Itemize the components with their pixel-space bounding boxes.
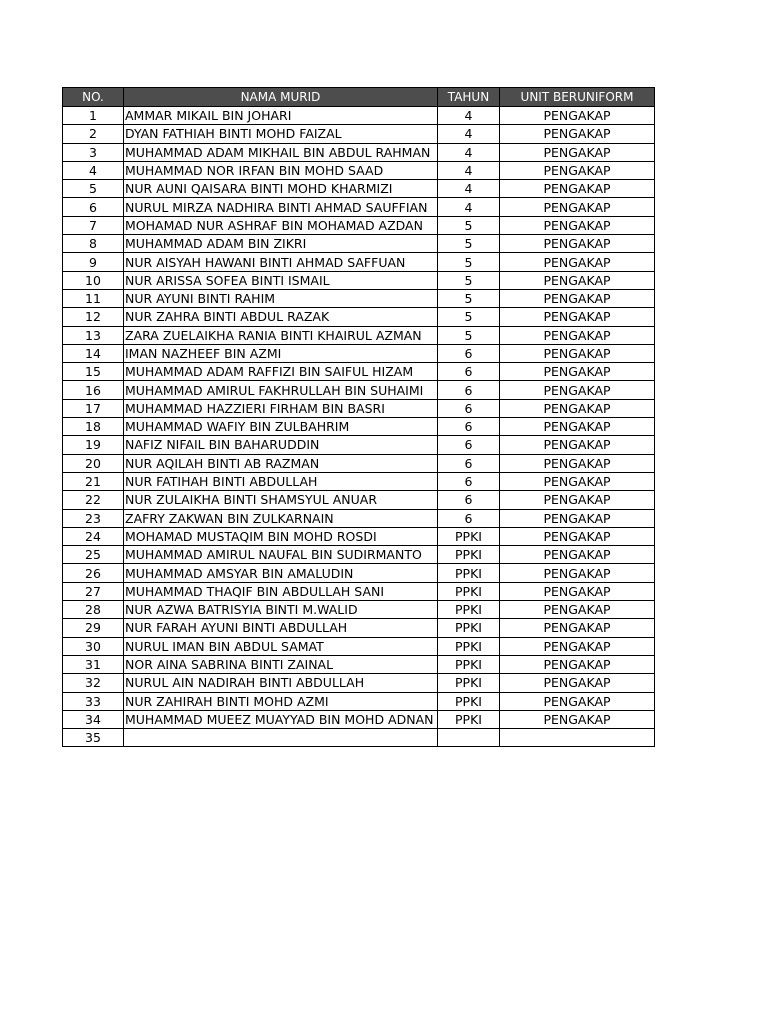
- unit-beruniform-cell: PENGAKAP: [500, 161, 655, 179]
- student-name-cell: MUHAMMAD MUEEZ MUAYYAD BIN MOHD ADNAN: [124, 710, 438, 728]
- tahun-cell: PPKI: [438, 692, 500, 710]
- table-row: [63, 125, 655, 143]
- tahun-cell: PPKI: [438, 582, 500, 600]
- student-name-cell: MUHAMMAD NOR IRFAN BIN MOHD SAAD: [124, 161, 438, 179]
- table-row: [63, 161, 655, 179]
- table-row: [63, 472, 655, 490]
- tahun-cell: 4: [438, 161, 500, 179]
- table-row: [63, 235, 655, 253]
- table-row: [63, 399, 655, 417]
- unit-beruniform-cell: PENGAKAP: [500, 253, 655, 271]
- table-row: [63, 491, 655, 509]
- table-row: [63, 289, 655, 307]
- student-name-cell: [124, 729, 438, 747]
- row-number-cell: 31: [63, 655, 124, 673]
- unit-beruniform-cell: PENGAKAP: [500, 180, 655, 198]
- tahun-cell: 6: [438, 509, 500, 527]
- header-row: [63, 88, 655, 107]
- row-number-cell: 6: [63, 198, 124, 216]
- row-number-cell: 19: [63, 436, 124, 454]
- student-name-cell: ZARA ZUELAIKHA RANIA BINTI KHAIRUL AZMAN: [124, 326, 438, 344]
- tahun-cell: 6: [438, 381, 500, 399]
- table-row: [63, 655, 655, 673]
- row-number-cell: 14: [63, 344, 124, 362]
- row-number-cell: 18: [63, 418, 124, 436]
- tahun-cell: 4: [438, 180, 500, 198]
- table-row: [63, 454, 655, 472]
- student-list-table: [62, 87, 655, 747]
- student-name-cell: DYAN FATHIAH BINTI MOHD FAIZAL: [124, 125, 438, 143]
- table-row: [63, 436, 655, 454]
- row-number-cell: 34: [63, 710, 124, 728]
- unit-beruniform-cell: PENGAKAP: [500, 655, 655, 673]
- row-number-cell: 30: [63, 637, 124, 655]
- student-name-cell: IMAN NAZHEEF BIN AZMI: [124, 344, 438, 362]
- row-number-cell: 4: [63, 161, 124, 179]
- header-unit-beruniform: UNIT BERUNIFORM: [500, 88, 655, 107]
- unit-beruniform-cell: PENGAKAP: [500, 454, 655, 472]
- row-number-cell: 15: [63, 363, 124, 381]
- row-number-cell: 35: [63, 729, 124, 747]
- unit-beruniform-cell: PENGAKAP: [500, 674, 655, 692]
- unit-beruniform-cell: PENGAKAP: [500, 326, 655, 344]
- table-row: [63, 308, 655, 326]
- tahun-cell: 6: [438, 472, 500, 490]
- unit-beruniform-cell: PENGAKAP: [500, 289, 655, 307]
- unit-beruniform-cell: PENGAKAP: [500, 399, 655, 417]
- tahun-cell: PPKI: [438, 637, 500, 655]
- row-number-cell: 12: [63, 308, 124, 326]
- unit-beruniform-cell: PENGAKAP: [500, 363, 655, 381]
- unit-beruniform-cell: PENGAKAP: [500, 344, 655, 362]
- tahun-cell: 5: [438, 271, 500, 289]
- tahun-cell: 5: [438, 326, 500, 344]
- header-no: NO.: [63, 88, 124, 107]
- student-name-cell: MUHAMMAD ADAM BIN ZIKRI: [124, 235, 438, 253]
- row-number-cell: 29: [63, 619, 124, 637]
- unit-beruniform-cell: PENGAKAP: [500, 692, 655, 710]
- row-number-cell: 2: [63, 125, 124, 143]
- student-name-cell: NUR AYUNI BINTI RAHIM: [124, 289, 438, 307]
- table-row: [63, 107, 655, 125]
- tahun-cell: PPKI: [438, 546, 500, 564]
- header-tahun: TAHUN: [438, 88, 500, 107]
- tahun-cell: 5: [438, 308, 500, 326]
- table-row: [63, 344, 655, 362]
- table-row: [63, 564, 655, 582]
- tahun-cell: 6: [438, 418, 500, 436]
- student-name-cell: AMMAR MIKAIL BIN JOHARI: [124, 107, 438, 125]
- row-number-cell: 5: [63, 180, 124, 198]
- unit-beruniform-cell: PENGAKAP: [500, 527, 655, 545]
- row-number-cell: 28: [63, 601, 124, 619]
- student-name-cell: MUHAMMAD AMIRUL NAUFAL BIN SUDIRMANTO: [124, 546, 438, 564]
- table-row: [63, 582, 655, 600]
- row-number-cell: 27: [63, 582, 124, 600]
- student-name-cell: NUR FATIHAH BINTI ABDULLAH: [124, 472, 438, 490]
- tahun-cell: 4: [438, 107, 500, 125]
- tahun-cell: 4: [438, 198, 500, 216]
- row-number-cell: 16: [63, 381, 124, 399]
- unit-beruniform-cell: PENGAKAP: [500, 235, 655, 253]
- unit-beruniform-cell: PENGAKAP: [500, 601, 655, 619]
- student-name-cell: NUR AISYAH HAWANI BINTI AHMAD SAFFUAN: [124, 253, 438, 271]
- student-name-cell: MUHAMMAD ADAM MIKHAIL BIN ABDUL RAHMAN: [124, 143, 438, 161]
- student-name-cell: NUR AZWA BATRISYIA BINTI M.WALID: [124, 601, 438, 619]
- tahun-cell: 6: [438, 491, 500, 509]
- unit-beruniform-cell: PENGAKAP: [500, 472, 655, 490]
- tahun-cell: 6: [438, 436, 500, 454]
- unit-beruniform-cell: PENGAKAP: [500, 582, 655, 600]
- student-name-cell: ZAFRY ZAKWAN BIN ZULKARNAIN: [124, 509, 438, 527]
- table-row: [63, 509, 655, 527]
- student-name-cell: MUHAMMAD WAFIY BIN ZULBAHRIM: [124, 418, 438, 436]
- table-row: [63, 381, 655, 399]
- unit-beruniform-cell: PENGAKAP: [500, 198, 655, 216]
- row-number-cell: 3: [63, 143, 124, 161]
- unit-beruniform-cell: PENGAKAP: [500, 546, 655, 564]
- tahun-cell: 6: [438, 344, 500, 362]
- table-body: [63, 107, 655, 747]
- unit-beruniform-cell: PENGAKAP: [500, 125, 655, 143]
- table-row: [63, 729, 655, 747]
- unit-beruniform-cell: PENGAKAP: [500, 107, 655, 125]
- table-row: [63, 619, 655, 637]
- unit-beruniform-cell: PENGAKAP: [500, 710, 655, 728]
- unit-beruniform-cell: PENGAKAP: [500, 418, 655, 436]
- student-name-cell: MUHAMMAD HAZZIERI FIRHAM BIN BASRI: [124, 399, 438, 417]
- student-name-cell: MOHAMAD MUSTAQIM BIN MOHD ROSDI: [124, 527, 438, 545]
- row-number-cell: 24: [63, 527, 124, 545]
- tahun-cell: 6: [438, 363, 500, 381]
- student-name-cell: NUR AUNI QAISARA BINTI MOHD KHARMIZI: [124, 180, 438, 198]
- tahun-cell: 5: [438, 216, 500, 234]
- header-nama-murid: NAMA MURID: [124, 88, 438, 107]
- row-number-cell: 23: [63, 509, 124, 527]
- table-row: [63, 363, 655, 381]
- student-name-cell: MUHAMMAD THAQIF BIN ABDULLAH SANI: [124, 582, 438, 600]
- student-name-cell: NUR ZAHIRAH BINTI MOHD AZMI: [124, 692, 438, 710]
- row-number-cell: 20: [63, 454, 124, 472]
- table-row: [63, 198, 655, 216]
- tahun-cell: [438, 729, 500, 747]
- table-row: [63, 143, 655, 161]
- table-row: [63, 253, 655, 271]
- row-number-cell: 32: [63, 674, 124, 692]
- unit-beruniform-cell: [500, 729, 655, 747]
- tahun-cell: 4: [438, 143, 500, 161]
- student-name-cell: NURUL MIRZA NADHIRA BINTI AHMAD SAUFFIAN: [124, 198, 438, 216]
- row-number-cell: 25: [63, 546, 124, 564]
- student-name-cell: NURUL IMAN BIN ABDUL SAMAT: [124, 637, 438, 655]
- student-name-cell: MUHAMMAD AMIRUL FAKHRULLAH BIN SUHAIMI: [124, 381, 438, 399]
- row-number-cell: 9: [63, 253, 124, 271]
- table-row: [63, 271, 655, 289]
- table-header: [63, 88, 655, 107]
- row-number-cell: 21: [63, 472, 124, 490]
- unit-beruniform-cell: PENGAKAP: [500, 564, 655, 582]
- table-row: [63, 418, 655, 436]
- tahun-cell: 6: [438, 454, 500, 472]
- unit-beruniform-cell: PENGAKAP: [500, 271, 655, 289]
- table-row: [63, 326, 655, 344]
- student-name-cell: MUHAMMAD ADAM RAFFIZI BIN SAIFUL HIZAM: [124, 363, 438, 381]
- tahun-cell: PPKI: [438, 527, 500, 545]
- tahun-cell: PPKI: [438, 601, 500, 619]
- student-name-cell: NUR ZAHRA BINTI ABDUL RAZAK: [124, 308, 438, 326]
- unit-beruniform-cell: PENGAKAP: [500, 436, 655, 454]
- student-name-cell: MOHAMAD NUR ASHRAF BIN MOHAMAD AZDAN: [124, 216, 438, 234]
- row-number-cell: 10: [63, 271, 124, 289]
- row-number-cell: 17: [63, 399, 124, 417]
- table-row: [63, 527, 655, 545]
- unit-beruniform-cell: PENGAKAP: [500, 637, 655, 655]
- unit-beruniform-cell: PENGAKAP: [500, 216, 655, 234]
- table-row: [63, 674, 655, 692]
- tahun-cell: 5: [438, 253, 500, 271]
- student-name-cell: NURUL AIN NADIRAH BINTI ABDULLAH: [124, 674, 438, 692]
- table-row: [63, 710, 655, 728]
- tahun-cell: PPKI: [438, 619, 500, 637]
- unit-beruniform-cell: PENGAKAP: [500, 491, 655, 509]
- student-name-cell: NAFIZ NIFAIL BIN BAHARUDDIN: [124, 436, 438, 454]
- student-name-cell: NUR AQILAH BINTI AB RAZMAN: [124, 454, 438, 472]
- row-number-cell: 8: [63, 235, 124, 253]
- tahun-cell: PPKI: [438, 710, 500, 728]
- tahun-cell: 6: [438, 399, 500, 417]
- student-name-cell: NUR ZULAIKHA BINTI SHAMSYUL ANUAR: [124, 491, 438, 509]
- table-row: [63, 601, 655, 619]
- tahun-cell: PPKI: [438, 564, 500, 582]
- unit-beruniform-cell: PENGAKAP: [500, 509, 655, 527]
- student-name-cell: MUHAMMAD AMSYAR BIN AMALUDIN: [124, 564, 438, 582]
- table-row: [63, 692, 655, 710]
- table-row: [63, 216, 655, 234]
- tahun-cell: 5: [438, 289, 500, 307]
- table-row: [63, 546, 655, 564]
- student-name-cell: NUR ARISSA SOFEA BINTI ISMAIL: [124, 271, 438, 289]
- row-number-cell: 33: [63, 692, 124, 710]
- student-name-cell: NOR AINA SABRINA BINTI ZAINAL: [124, 655, 438, 673]
- tahun-cell: PPKI: [438, 655, 500, 673]
- unit-beruniform-cell: PENGAKAP: [500, 619, 655, 637]
- row-number-cell: 22: [63, 491, 124, 509]
- unit-beruniform-cell: PENGAKAP: [500, 143, 655, 161]
- unit-beruniform-cell: PENGAKAP: [500, 381, 655, 399]
- row-number-cell: 11: [63, 289, 124, 307]
- row-number-cell: 13: [63, 326, 124, 344]
- table-row: [63, 180, 655, 198]
- unit-beruniform-cell: PENGAKAP: [500, 308, 655, 326]
- row-number-cell: 26: [63, 564, 124, 582]
- tahun-cell: 4: [438, 125, 500, 143]
- tahun-cell: PPKI: [438, 674, 500, 692]
- row-number-cell: 7: [63, 216, 124, 234]
- tahun-cell: 5: [438, 235, 500, 253]
- table-row: [63, 637, 655, 655]
- row-number-cell: 1: [63, 107, 124, 125]
- student-name-cell: NUR FARAH AYUNI BINTI ABDULLAH: [124, 619, 438, 637]
